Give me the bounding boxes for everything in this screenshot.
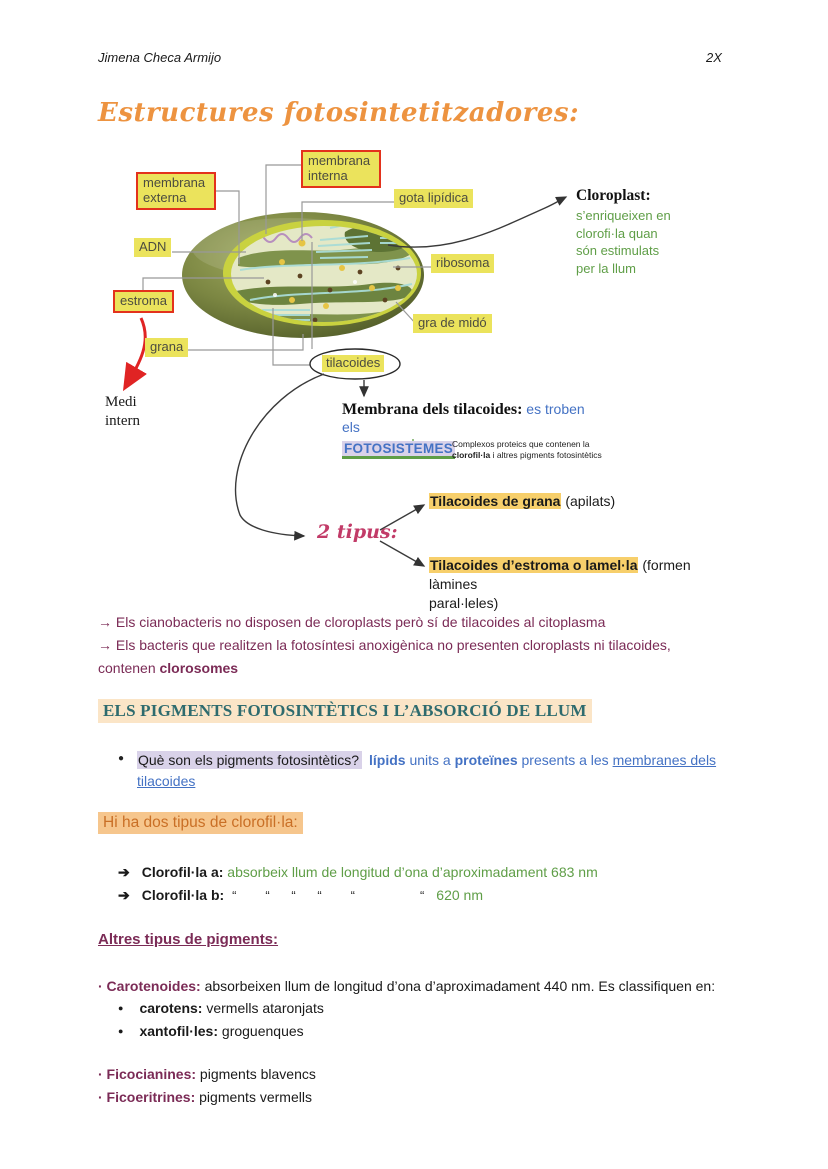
chlorophyll-heading: Hi ha dos tipus de clorofil·la: bbox=[98, 812, 303, 834]
label-ribosoma: ribosoma bbox=[431, 254, 494, 273]
question-highlight: Què son els pigments fotosintètics? bbox=[137, 751, 362, 769]
arrow-icon: ➔ bbox=[118, 864, 130, 880]
chlorophyll-b-label: Clorofil·la b: bbox=[141, 887, 225, 903]
option1-rest: (apilats) bbox=[561, 493, 616, 509]
note-bacteris-line1: → Els bacteris que realitzen la fotosíntesi anoxigènica no presenten cloroplasts ni tilacoides, bbox=[98, 637, 671, 653]
fotosistemes-note bbox=[452, 439, 612, 461]
label-estroma: estroma bbox=[113, 290, 174, 313]
medi-intern-line1: Medi bbox=[105, 394, 137, 410]
answer-lipids: lípids bbox=[369, 752, 406, 768]
ficocianines-label: · Ficocianines: bbox=[98, 1066, 197, 1082]
ficoeritrines-line bbox=[98, 1086, 312, 1108]
chloroplast-illustration bbox=[182, 212, 424, 340]
section-heading-pigments: ELS PIGMENTS FOTOSINTÈTICS I L’ABSORCIÓ DE LLUM bbox=[98, 699, 592, 723]
cloroplast-annotation bbox=[576, 187, 678, 277]
option2-line2: paral·leles) bbox=[429, 594, 499, 611]
page-title: Estructures fotosintetitzadores: bbox=[98, 98, 580, 128]
bullet-icon: ● bbox=[118, 1003, 124, 1013]
carotenoides-line bbox=[98, 975, 746, 997]
option1-highlight: Tilacoides de grana bbox=[430, 493, 561, 509]
chlorophyll-b-value: 620 nm bbox=[436, 887, 483, 903]
chlorophyll-b-ditto-marks: “ “ “ “ “ “ bbox=[232, 888, 425, 903]
header-page-ref: 2X bbox=[706, 50, 722, 65]
bullet-icon: ● bbox=[118, 1026, 124, 1036]
fotosistemes-highlight: FOTOSISTEMES bbox=[342, 441, 455, 459]
chlorophyll-b-item bbox=[118, 887, 483, 904]
label-membrana-externa: membrana externa bbox=[136, 172, 216, 210]
red-arrow-medi-intern bbox=[126, 318, 145, 386]
label-gota-lipidica: gota lipídica bbox=[394, 189, 473, 208]
answer-membranes: membranes dels bbox=[612, 752, 717, 768]
xantofil-text: groguenques bbox=[218, 1023, 304, 1039]
note-bold: clorofil·la bbox=[452, 450, 491, 461]
label-tilacoides: tilacoides bbox=[322, 355, 384, 372]
medi-intern-line2: intern bbox=[105, 412, 140, 429]
pigments-question bbox=[137, 750, 737, 792]
question-bullet: ● bbox=[118, 753, 125, 764]
tilacoides-grana-option bbox=[429, 492, 615, 511]
ficocianines-text: pigments blavencs bbox=[196, 1066, 316, 1082]
answer-t2: presents a les bbox=[517, 752, 613, 768]
bacteria-notes bbox=[98, 611, 746, 680]
label-grana: grana bbox=[145, 338, 188, 357]
ficoeritrines-label: · Ficoeritrines: bbox=[98, 1089, 196, 1105]
tilacoides-estroma-option bbox=[429, 556, 691, 613]
note-bacteris-line2 bbox=[98, 657, 746, 680]
note-clorosomes-bold: clorosomes bbox=[159, 660, 239, 676]
label-membrana-interna: membrana interna bbox=[301, 150, 381, 188]
carotenoides-label: · Carotenoides: bbox=[98, 978, 201, 994]
carotenoides-text: absorbeixen llum de longitud d’ona d’aproximadament 440 nm. Es classifiquen en: bbox=[200, 978, 716, 994]
label-gra-de-mido: gra de midó bbox=[413, 314, 492, 333]
cloroplast-title: Cloroplast: bbox=[576, 187, 651, 204]
option2-highlight: Tilacoides d’estroma o lamel·la bbox=[430, 557, 638, 573]
chlorophyll-a-text: absorbeix llum de longitud d’ona d’aproximadament 683 nm bbox=[223, 864, 598, 880]
header-author: Jimena Checa Armijo bbox=[98, 50, 222, 65]
label-adn: ADN bbox=[134, 238, 171, 257]
dos-tipus-label: 2 tipus: bbox=[317, 521, 398, 543]
chloroplast-diagram bbox=[0, 150, 828, 610]
cloroplast-description: s’enriqueixen en clorofi·la quan són estimulats per la llum bbox=[576, 208, 671, 276]
xantofil-label: xantofil·les: bbox=[139, 1023, 219, 1039]
chlorophyll-a-item bbox=[118, 864, 598, 881]
ficocianines-line bbox=[98, 1063, 316, 1085]
carotens-label: carotens: bbox=[139, 1000, 203, 1016]
arrow-icon: ➔ bbox=[118, 887, 130, 903]
xantofil-item bbox=[118, 1023, 304, 1039]
option2-rest: (formen làmines bbox=[429, 557, 691, 592]
note-cianobacteris: → Els cianobacteris no disposen de cloroplasts però sí de tilacoides al citoplasma bbox=[98, 614, 606, 630]
answer-proteines: proteïnes bbox=[454, 752, 518, 768]
answer-tilacoides: tilacoides bbox=[137, 773, 196, 789]
chlorophyll-a-label: Clorofil·la a: bbox=[141, 864, 224, 880]
carotens-text: vermells ataronjats bbox=[202, 1000, 324, 1016]
answer-t1: units a bbox=[405, 752, 455, 768]
note-line1: Complexos proteics que contenen la bbox=[452, 439, 590, 449]
membrana-tilacoides-title: Membrana dels tilacoides: bbox=[342, 401, 523, 418]
note-clorosomes-prefix: contenen bbox=[98, 660, 160, 676]
ficoeritrines-text: pigments vermells bbox=[195, 1089, 312, 1105]
note-rest: i altres pigments fotosintètics bbox=[490, 450, 602, 461]
carotens-item bbox=[118, 1000, 324, 1016]
altres-pigments-heading: Altres tipus de pigments: bbox=[98, 931, 279, 948]
label-medi-intern bbox=[105, 393, 140, 431]
chloroplast-diagram-canvas bbox=[0, 150, 828, 610]
membrana-tilacoides-blue-text: es troben els bbox=[342, 401, 585, 435]
